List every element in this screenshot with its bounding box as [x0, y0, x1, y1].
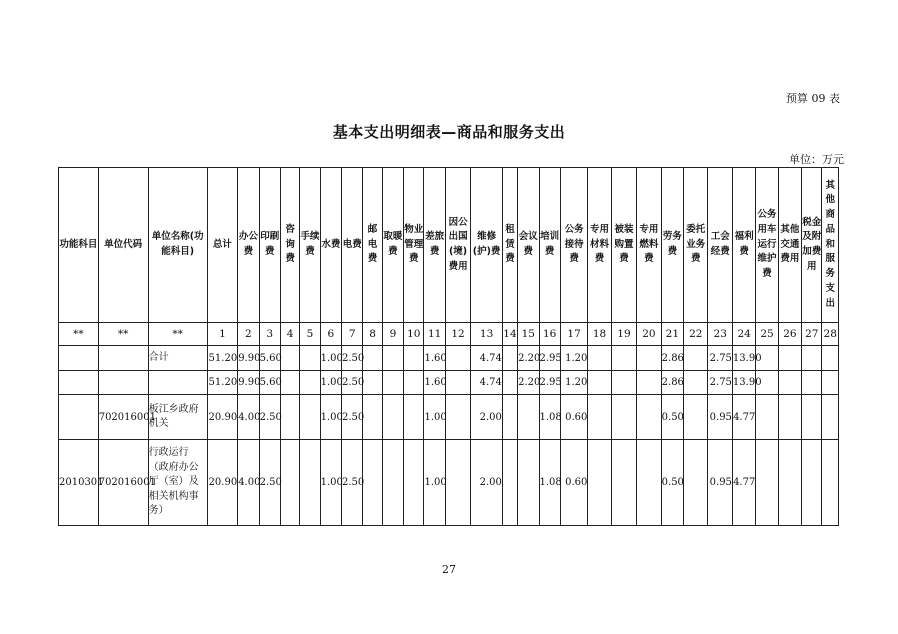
index-cell: 9	[382, 323, 403, 346]
page-number: 27	[442, 563, 456, 576]
table-cell	[778, 395, 801, 440]
header-cell: 单位名称(功能科目)	[148, 168, 207, 323]
table-cell	[756, 395, 778, 440]
header-cell: 培训费	[539, 168, 560, 323]
header-cell: 取暖费	[382, 168, 403, 323]
table-cell: 2.00	[471, 440, 503, 526]
table-cell: 4.00	[238, 395, 259, 440]
table-cell	[637, 371, 661, 395]
table-cell: 2.86	[661, 346, 683, 371]
table-cell: 4.00	[238, 440, 259, 526]
table-cell: 4.74	[471, 346, 503, 371]
table-cell	[802, 395, 822, 440]
table-cell: 702016001	[98, 440, 148, 526]
header-cell: 其他交通费用	[778, 168, 801, 323]
index-cell: 12	[445, 323, 470, 346]
header-cell: 办公费	[238, 168, 259, 323]
header-cell: 工会经费	[708, 168, 732, 323]
table-cell: 9.90	[238, 371, 259, 395]
table-cell	[684, 395, 708, 440]
header-cell: 会议费	[518, 168, 539, 323]
table-cell: 4.77	[732, 395, 755, 440]
table-cell	[611, 440, 636, 526]
table-cell	[637, 395, 661, 440]
table-cell	[382, 346, 403, 371]
table-cell: 2.50	[342, 346, 363, 371]
table-cell: 合计	[148, 346, 207, 371]
table-cell	[822, 440, 839, 526]
table-cell	[637, 346, 661, 371]
table-cell: 5.60	[259, 346, 280, 371]
index-cell: 24	[732, 323, 755, 346]
table-cell: 2.95	[539, 371, 560, 395]
index-cell: 15	[518, 323, 539, 346]
index-cell: 2	[238, 323, 259, 346]
table-cell	[59, 395, 99, 440]
table-cell: 1.20	[560, 371, 587, 395]
header-cell: 功能科目	[59, 168, 99, 323]
table-cell	[280, 346, 299, 371]
column-index-row	[59, 323, 839, 346]
table-cell: 2.20	[518, 371, 539, 395]
table-cell	[280, 371, 299, 395]
table-cell: 2.00	[471, 395, 503, 440]
header-cell: 总计	[207, 168, 238, 323]
table-cell	[300, 395, 320, 440]
header-cell: 单位代码	[98, 168, 148, 323]
table-cell	[518, 395, 539, 440]
header-cell: 邮电费	[363, 168, 382, 323]
index-cell: 8	[363, 323, 382, 346]
table-cell	[822, 395, 839, 440]
table-cell	[802, 346, 822, 371]
index-cell: **	[148, 323, 207, 346]
table-cell: 2.75	[708, 371, 732, 395]
table-cell	[445, 346, 470, 371]
header-cell: 公务用车运行维护费	[756, 168, 778, 323]
table-cell: 20.90	[207, 440, 238, 526]
index-cell: 27	[802, 323, 822, 346]
table-cell: 2.75	[708, 346, 732, 371]
table-cell	[404, 395, 424, 440]
table-cell	[404, 346, 424, 371]
index-cell: 22	[684, 323, 708, 346]
expenditure-table	[58, 167, 839, 526]
table-cell: 2.50	[342, 395, 363, 440]
header-cell: 物业管理费	[404, 168, 424, 323]
table-cell: 702016001	[98, 395, 148, 440]
table-cell: 1.00	[320, 395, 341, 440]
table-cell: 2010301	[59, 440, 99, 526]
table-cell: 20.90	[207, 395, 238, 440]
table-cell	[363, 371, 382, 395]
header-cell: 手续费	[300, 168, 320, 323]
table-cell	[802, 440, 822, 526]
table-cell	[98, 346, 148, 371]
table-cell: 0.50	[661, 440, 683, 526]
header-cell: 税金及附加费用	[802, 168, 822, 323]
table-cell	[445, 440, 470, 526]
table-cell: 1.00	[424, 395, 445, 440]
table-cell: 1.00	[320, 346, 341, 371]
table-cell: 2.50	[259, 395, 280, 440]
header-cell: 印刷费	[259, 168, 280, 323]
table-cell	[363, 440, 382, 526]
table-cell: 0.50	[661, 395, 683, 440]
table-cell	[588, 371, 611, 395]
table-row	[59, 346, 839, 371]
table-cell	[59, 371, 99, 395]
index-cell: 26	[778, 323, 801, 346]
table-cell: 1.00	[320, 440, 341, 526]
header-cell: 委托业务费	[684, 168, 708, 323]
table-cell	[518, 440, 539, 526]
table-cell: 2.50	[259, 440, 280, 526]
header-cell: 福利费	[732, 168, 755, 323]
header-cell: 差旅费	[424, 168, 445, 323]
index-cell: **	[98, 323, 148, 346]
index-cell: 7	[342, 323, 363, 346]
table-row	[59, 440, 839, 526]
header-cell: 租赁费	[502, 168, 517, 323]
page-title: 基本支出明细表—商品和服务支出	[332, 123, 566, 141]
index-cell: 14	[502, 323, 517, 346]
table-cell	[588, 440, 611, 526]
table-cell	[611, 371, 636, 395]
header-cell: 劳务费	[661, 168, 683, 323]
table-cell	[98, 371, 148, 395]
index-cell: 4	[280, 323, 299, 346]
table-cell: 1.08	[539, 440, 560, 526]
header-cell: 维修(护)费	[471, 168, 503, 323]
header-cell: 因公出国(境)费用	[445, 168, 470, 323]
table-cell: 0.95	[708, 440, 732, 526]
budget-table-code: 预算 09 表	[786, 92, 840, 105]
table-cell	[637, 440, 661, 526]
table-cell	[502, 371, 517, 395]
table-cell: 51.20	[207, 346, 238, 371]
table-cell: 2.86	[661, 371, 683, 395]
table-cell	[445, 371, 470, 395]
table-cell: 4.74	[471, 371, 503, 395]
index-cell: 19	[611, 323, 636, 346]
table-row	[59, 371, 839, 395]
table-cell	[300, 440, 320, 526]
index-cell: **	[59, 323, 99, 346]
header-cell: 专用燃料费	[637, 168, 661, 323]
table-cell: 0.60	[560, 440, 587, 526]
table-cell	[778, 346, 801, 371]
table-cell: 行政运行（政府办公厅（室）及相关机构事务）	[148, 440, 207, 526]
table-cell	[280, 395, 299, 440]
table-cell: 1.20	[560, 346, 587, 371]
index-cell: 21	[661, 323, 683, 346]
table-cell	[502, 346, 517, 371]
table-cell: 1.08	[539, 395, 560, 440]
table-cell: 1.60	[424, 371, 445, 395]
index-cell: 17	[560, 323, 587, 346]
table-cell: 1.00	[424, 440, 445, 526]
table-cell	[404, 371, 424, 395]
table-cell	[404, 440, 424, 526]
header-row	[59, 168, 839, 323]
table-cell	[382, 371, 403, 395]
header-cell: 水费	[320, 168, 341, 323]
header-cell: 电费	[342, 168, 363, 323]
table-cell: 2.50	[342, 371, 363, 395]
table-cell: 9.90	[238, 346, 259, 371]
index-cell: 10	[404, 323, 424, 346]
table-cell	[382, 395, 403, 440]
table-cell: 板江乡政府机关	[148, 395, 207, 440]
table-cell: 2.95	[539, 346, 560, 371]
table-cell	[59, 346, 99, 371]
index-cell: 16	[539, 323, 560, 346]
table-cell	[684, 440, 708, 526]
table-cell	[300, 346, 320, 371]
table-cell: 0.95	[708, 395, 732, 440]
header-cell: 其他商品和服务支出	[822, 168, 839, 323]
index-cell: 1	[207, 323, 238, 346]
table-cell: 51.20	[207, 371, 238, 395]
header-cell: 专用材料费	[588, 168, 611, 323]
table-cell: 13.90	[732, 371, 755, 395]
table-row	[59, 395, 839, 440]
table-cell: 4.77	[732, 440, 755, 526]
table-cell: 2.20	[518, 346, 539, 371]
header-cell: 被装购置费	[611, 168, 636, 323]
header-cell: 咨询费	[280, 168, 299, 323]
table-cell	[684, 346, 708, 371]
table-cell	[382, 440, 403, 526]
table-cell	[280, 440, 299, 526]
table-cell	[611, 395, 636, 440]
unit-label: 单位：万元	[789, 153, 844, 166]
header-cell: 公务接待费	[560, 168, 587, 323]
table-cell	[445, 395, 470, 440]
table-cell: 13.90	[732, 346, 755, 371]
index-cell: 18	[588, 323, 611, 346]
index-cell: 3	[259, 323, 280, 346]
table-cell	[502, 440, 517, 526]
index-cell: 5	[300, 323, 320, 346]
table-cell	[778, 440, 801, 526]
table-cell	[802, 371, 822, 395]
table-cell	[756, 440, 778, 526]
index-cell: 25	[756, 323, 778, 346]
table-cell	[822, 371, 839, 395]
table-cell: 1.60	[424, 346, 445, 371]
index-cell: 23	[708, 323, 732, 346]
table-cell	[363, 346, 382, 371]
table-cell: 5.60	[259, 371, 280, 395]
table-cell	[778, 371, 801, 395]
table-cell	[588, 346, 611, 371]
index-cell: 28	[822, 323, 839, 346]
table-cell	[684, 371, 708, 395]
table-cell	[363, 395, 382, 440]
table-cell: 1.00	[320, 371, 341, 395]
table-cell: 2.50	[342, 440, 363, 526]
table-cell	[588, 395, 611, 440]
table-cell	[502, 395, 517, 440]
table-cell	[300, 371, 320, 395]
index-cell: 11	[424, 323, 445, 346]
table-cell	[148, 371, 207, 395]
index-cell: 13	[471, 323, 503, 346]
table-cell: 0.60	[560, 395, 587, 440]
table-cell	[611, 346, 636, 371]
index-cell: 20	[637, 323, 661, 346]
index-cell: 6	[320, 323, 341, 346]
table-body	[59, 323, 839, 526]
table-cell	[822, 346, 839, 371]
